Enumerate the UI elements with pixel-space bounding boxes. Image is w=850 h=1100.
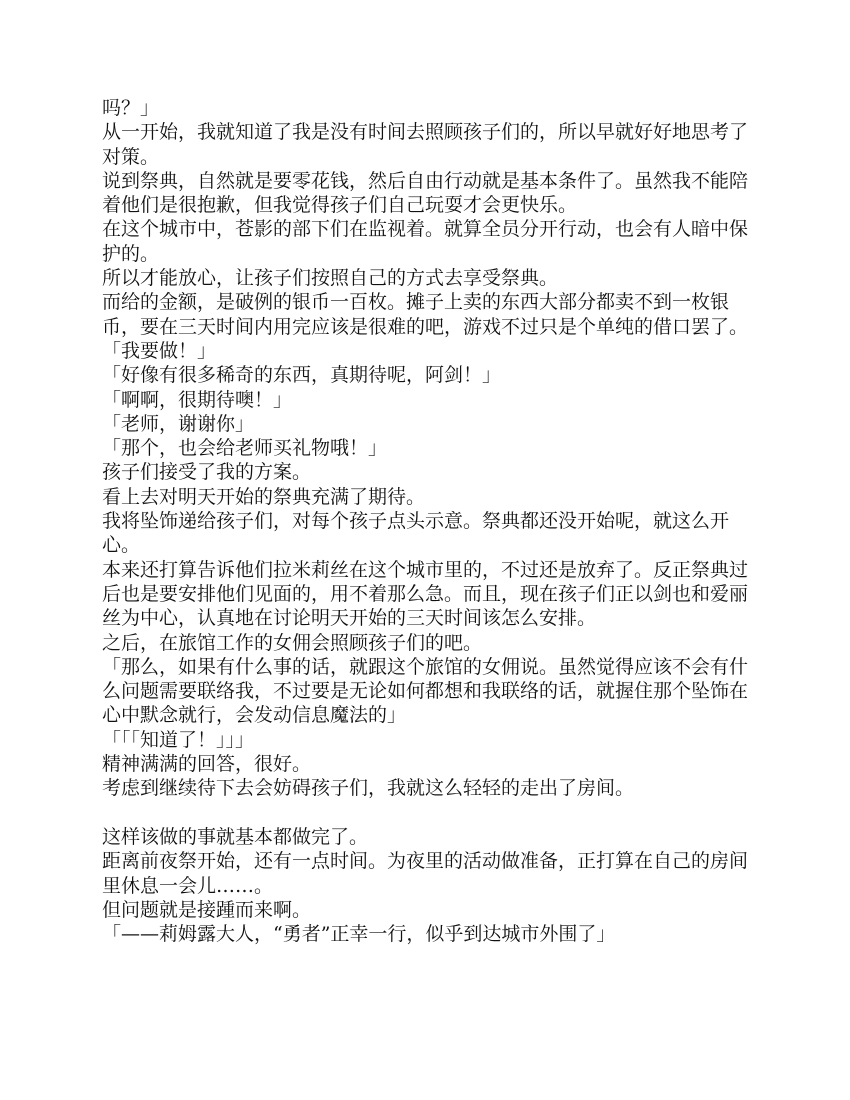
paragraph: 从一开始，我就知道了我是没有时间去照顾孩子们的，所以早就好好地思考了对策。 [102, 121, 749, 168]
paragraph: 所以才能放心，让孩子们按照自己的方式去享受祭典。 [102, 267, 559, 290]
paragraph: 在这个城市中，苍影的部下们在监视着。就算全员分开行动，也会有人暗中保护的。 [102, 218, 749, 265]
paragraph: 这样该做的事就基本都做完了。 [102, 825, 369, 848]
dialogue-line: 「「「知道了！」」」 [102, 728, 255, 751]
dialogue-line: 「那个，也会给老师买礼物哦！」 [102, 437, 388, 460]
dialogue-line: 「——莉姆露大人，“勇者”正幸一行，似乎到达城市外围了」 [102, 923, 616, 946]
paragraph: 但问题就是接踵而来啊。 [102, 898, 312, 921]
blank-line [102, 801, 748, 825]
dialogue-line: 「好像有很多稀奇的东西，真期待呢，阿剑！」 [102, 364, 502, 387]
dialogue-line: 「我要做！」 [102, 339, 217, 362]
paragraph: 说到祭典，自然就是要零花钱，然后自由行动就是基本条件了。虽然我不能陪着他们是很抱歉，但我觉得孩子们自己玩耍才会更快乐。 [102, 169, 749, 217]
paragraph: 精神满满的回答，很好。 [102, 753, 312, 776]
dialogue-line: 「老师，谢谢你」 [102, 412, 255, 435]
paragraph: 距离前夜祭开始，还有一点时间。为夜里的活动做准备，正打算在自己的房间里休息一会儿……。 [102, 850, 749, 897]
paragraph: 看上去对明天开始的祭典充满了期待。 [102, 485, 426, 508]
paragraph: 而给的金额，是破例的银币一百枚。摊子上卖的东西大部分都卖不到一枚银币，要在三天时间内用完应该是很难的吧，游戏不过只是个单纯的借口罢了。 [102, 291, 749, 338]
paragraph: 我将坠饰递给孩子们，对每个孩子点头示意。祭典都还没开始呢，就这么开心。 [102, 510, 730, 557]
paragraph: 考虑到继续待下去会妨碍孩子们，我就这么轻轻的走出了房间。 [102, 777, 635, 800]
paragraph: 吗？」 [102, 97, 160, 119]
paragraph: 之后，在旅馆工作的女佣会照顾孩子们的吧。 [102, 631, 483, 654]
dialogue-line: 「啊啊，很期待噢！」 [102, 388, 293, 411]
dialogue-line: 「那么，如果有什么事的话，就跟这个旅馆的女佣说。虽然觉得应该不会有什么问题需要联络我，不过要是无论如何都想和我联络的话，就握住那个坠饰在心中默念就行，会发动信息魔法的」 [102, 655, 749, 727]
document-page [102, 96, 748, 946]
paragraph: 孩子们接受了我的方案。 [102, 461, 312, 484]
paragraph: 本来还打算告诉他们拉米莉丝在这个城市里的，不过还是放弃了。反正祭典过后也是要安排他们见面的，用不着那么急。而且，现在孩子们正以剑也和爱丽丝为中心，认真地在讨论明天开始的三天时间该怎么安排。 [102, 558, 749, 630]
